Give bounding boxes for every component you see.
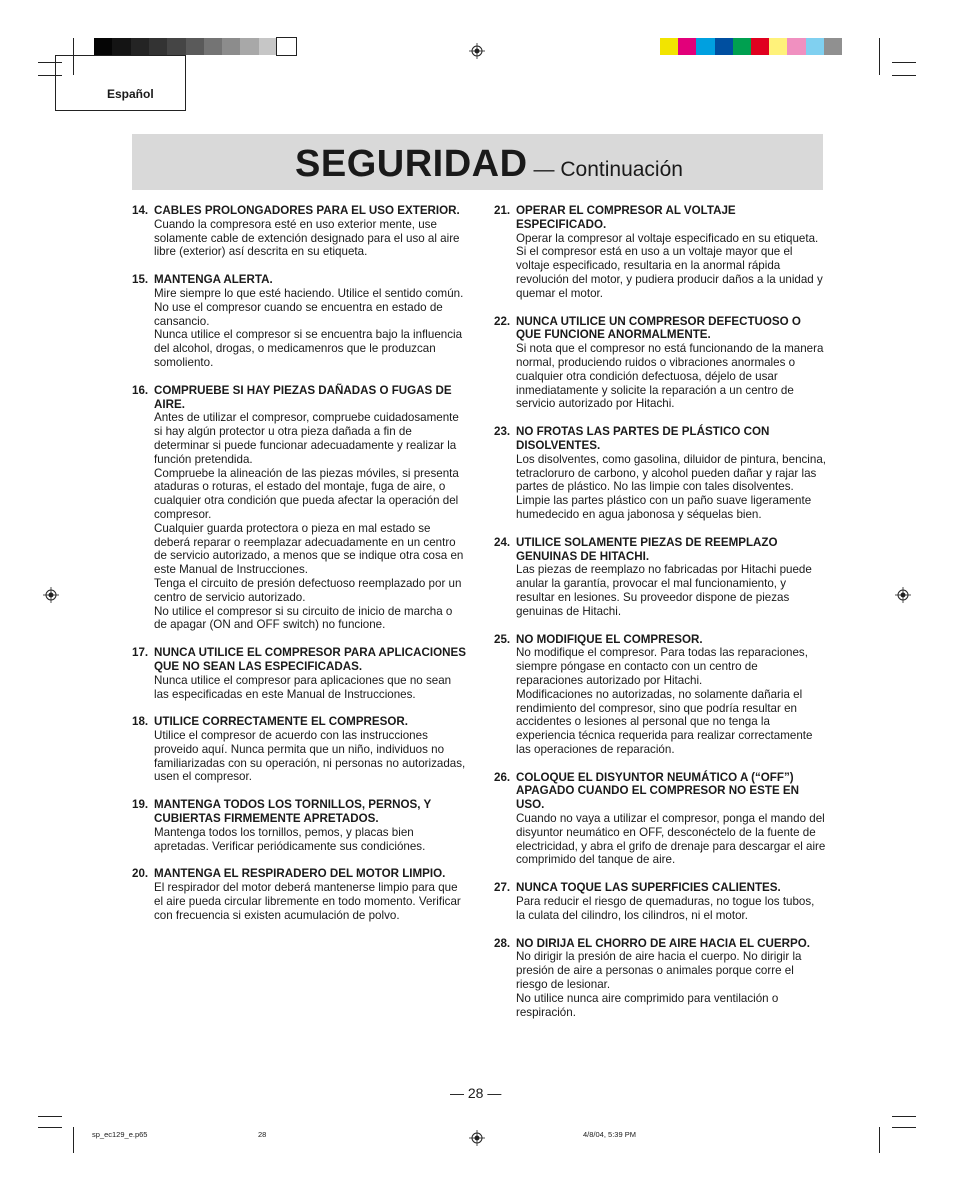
crop-mark <box>38 1127 62 1128</box>
item-number: 21. <box>494 204 511 217</box>
item-number: 24. <box>494 535 511 549</box>
item-number: 26. <box>494 770 511 784</box>
safety-item <box>132 798 467 853</box>
item-heading: MANTENGA ALERTA. <box>154 273 273 287</box>
item-paragraph: Mantenga todos los tornillos, pemos, y placas bien apretadas. Verificar periódicamente sus condiciónes. <box>154 825 426 853</box>
gray-swatch <box>259 38 278 55</box>
safety-item <box>494 881 826 922</box>
page-number: — 28 — <box>450 1085 502 1101</box>
item-heading: NO FROTAS LAS PARTES DE PLÁSTICO CON DISOLVENTES. <box>516 425 770 452</box>
color-swatch <box>696 38 715 55</box>
safety-item <box>132 384 467 632</box>
item-number: 23. <box>494 425 511 439</box>
safety-item <box>494 771 826 868</box>
gray-swatch <box>131 38 150 55</box>
safety-item <box>132 273 467 370</box>
color-swatch <box>678 38 697 55</box>
item-paragraph: No modifique el compresor. Para todas las reparaciones, siempre póngase en contacto con un centro de reparaciones autorizado por Hitachi. <box>516 646 808 687</box>
color-swatch <box>769 38 788 55</box>
gray-swatch <box>149 38 168 55</box>
crop-mark <box>879 38 880 75</box>
gray-swatch <box>240 38 259 55</box>
item-paragraph: Si el compresor está en uso a un voltaje mayor que el voltaje especificado, resultaria en la anormal rápida revolución del motor, y pudiera producir daños a la unidad y quemar el motor. <box>516 245 823 300</box>
safety-item <box>494 937 826 1020</box>
item-heading: NUNCA TOQUE LAS SUPERFICIES CALIENTES. <box>516 881 781 895</box>
gray-swatch <box>277 38 296 55</box>
item-paragraph: Cualquier guarda protectora o pieza en mal estado se deberá reparar o reemplazar adecuadamente en un centro de servicio autorizado, a menos que se indique otra cosa en este Manual de Instrucciones. <box>154 521 464 577</box>
item-paragraph: Para reducir el riesgo de quemaduras, no togue los tubos, la culata del cilindro, los cilindros, ni el motor. <box>516 895 815 922</box>
safety-item <box>132 867 467 922</box>
item-heading: COMPRUEBE SI HAY PIEZAS DAÑADAS O FUGAS DE AIRE. <box>154 383 452 411</box>
item-paragraph: Tenga el circuito de presión defectuoso reemplazado por un centro de servicio autorizado. <box>154 576 462 604</box>
color-swatch <box>824 38 843 55</box>
item-paragraph: Operar la compresor al voltaje especificado en su etiqueta. <box>516 231 819 245</box>
item-paragraph: El respirador del motor deberá mantenerse limpio para que el aire pueda circular libremente en todo momento. Verificar con frecuencia si existen acumulación de polvo. <box>154 881 461 922</box>
page-title <box>295 143 683 186</box>
title-banner <box>132 134 823 190</box>
item-paragraph: Antes de utilizar el compresor, compruebe cuidadosamente si hay algún protector u otra pieza dañada a fin de determinar si puede funcionar adecuadamente y realizar la función pretendida. <box>154 411 459 466</box>
item-paragraph: Nunca utilice el compresor si se encuentra bajo la influencia del alcohol, drogas, o medicamenros que le produzcan somoliento. <box>154 328 463 369</box>
color-swatch <box>733 38 752 55</box>
safety-item <box>494 633 826 757</box>
registration-mark-icon <box>469 1130 485 1146</box>
item-number: 20. <box>132 867 149 881</box>
item-paragraph: No dirigir la presión de aire hacia el cuerpo. No dirigir la presión de aire a personas o animales porque corre el riesgo de lesionar. <box>516 950 802 992</box>
item-number: 28. <box>494 936 511 950</box>
crop-mark <box>892 75 916 76</box>
item-paragraph: Las piezas de reemplazo no fabricadas por Hitachi puede anular la garantía, provocar el mal funcionamiento, y resultar en lesiones. Su proveedor dispone de piezas genuinas de Hitachi. <box>516 563 812 618</box>
item-heading: NO DIRIJA EL CHORRO DE AIRE HACIA EL CUERPO. <box>516 936 810 950</box>
item-paragraph: Utilice el compresor de acuerdo con las instrucciones proveido aquí. Nunca permita que un niño, individuos no familiarizadas con su operación, ni personas no autorizadas, usen el compresor. <box>154 729 466 784</box>
item-number: 16. <box>132 383 149 397</box>
safety-item <box>494 536 826 619</box>
item-heading: MANTENGA TODOS LOS TORNILLOS, PERNOS, Y CUBIERTAS FIRMEMENTE APRETADOS. <box>154 798 431 826</box>
item-heading: COLOQUE EL DISYUNTOR NEUMÁTICO A (“OFF”) APAGADO CUANDO EL COMPRESOR NO ESTE EN USO. <box>516 770 799 812</box>
color-swatch <box>751 38 770 55</box>
item-number: 18. <box>132 715 149 729</box>
crop-mark <box>879 1127 880 1153</box>
item-paragraph: Si nota que el compresor no está funcionando de la manera normal, produciendo ruidos o vibraciones anormales o cualquier otra condición defectuosa, déjelo de usar inmediatamente y solicite la reparación a un centro de servicio autorizado por Hitachi. <box>516 342 824 411</box>
left-column <box>132 204 467 937</box>
item-number: 15. <box>132 273 149 287</box>
item-paragraph: No utilice el compresor si su circuito de inicio de marcha o de apagar (ON and OFF switch) no funcione. <box>154 604 453 632</box>
item-heading: CABLES PROLONGADORES PARA EL USO EXTERIOR. <box>154 204 460 217</box>
gray-swatch <box>94 38 113 55</box>
item-paragraph: Compruebe la alineación de las piezas móviles, si presenta ataduras o roturas, el estado del montaje, fuga de aire, o cualquier otra condición que pueda afectar la operación del compresor. <box>154 466 459 521</box>
gray-swatch <box>186 38 205 55</box>
crop-mark <box>892 1127 916 1128</box>
item-paragraph: Los disolventes, como gasolina, diluidor de pintura, bencina, tetracloruro de carbono, y alcohol pueden dañar y rajar las partes de plástico. No las limpie con tales disolventes. Limpie las partes plástico con un paño suave ligeramente humedecido en agua jabonosa y séquelas bien. <box>516 452 827 521</box>
safety-item <box>132 204 467 259</box>
item-heading: NUNCA UTILICE UN COMPRESOR DEFECTUOSO O QUE FUNCIONE ANORMALMENTE. <box>516 314 801 342</box>
title-main: SEGURIDAD <box>295 143 528 185</box>
gray-swatch <box>204 38 223 55</box>
item-number: 25. <box>494 632 511 646</box>
color-swatch <box>715 38 734 55</box>
gray-swatch <box>167 38 186 55</box>
crop-mark <box>892 1116 916 1117</box>
right-column <box>494 204 826 1033</box>
safety-item <box>132 646 467 701</box>
registration-mark-icon <box>469 43 485 59</box>
item-number: 19. <box>132 798 149 812</box>
footer-file-name: sp_ec129_e.p65 <box>92 1130 148 1139</box>
item-number: 14. <box>132 204 149 217</box>
registration-mark-icon <box>895 587 911 603</box>
item-paragraph: No utilice nunca aire comprimido para ventilación o respiración. <box>516 991 779 1019</box>
footer-timestamp: 4/8/04, 5:39 PM <box>583 1130 636 1139</box>
safety-item <box>494 315 826 412</box>
crop-mark <box>892 62 916 63</box>
footer-file-page: 28 <box>258 1130 267 1139</box>
crop-mark <box>73 1127 74 1153</box>
item-paragraph: Cuando no vaya a utilizar el compresor, ponga el mando del disyuntor neumático en OFF, desconéctelo de la fuente de electricidad, y abra el grifo de drenaje para descargar el aire comprimido del tanque de aire. <box>516 812 826 867</box>
crop-mark <box>38 1116 62 1117</box>
safety-item <box>494 204 826 301</box>
item-heading: UTILICE CORRECTAMENTE EL COMPRESOR. <box>154 715 408 729</box>
item-heading: NUNCA UTILICE EL COMPRESOR PARA APLICACIONES QUE NO SEAN LAS ESPECIFICADAS. <box>154 646 466 673</box>
safety-item <box>132 715 467 784</box>
safety-item <box>494 425 826 522</box>
gray-swatch <box>112 38 131 55</box>
color-swatch <box>660 38 679 55</box>
item-paragraph: Modificaciones no autorizadas, no solamente dañaria el rendimiento del compresor, sino que podría resultar en accidentes o lesiones al personal que no tenga la experiencia técnica requerida para realizar correctamente las operaciones de reparación. <box>516 687 813 756</box>
item-heading: MANTENGA EL RESPIRADERO DEL MOTOR LIMPIO. <box>154 867 446 881</box>
title-subtitle: — Continuación <box>533 158 683 181</box>
color-swatch <box>787 38 806 55</box>
gray-swatch <box>222 38 241 55</box>
language-tab <box>55 55 186 111</box>
item-paragraph: Nunca utilice el compresor para aplicaciones que no sean las especificadas en este Manual de Instrucciones. <box>154 673 452 701</box>
item-heading: OPERAR EL COMPRESOR AL VOLTAJE ESPECIFICADO. <box>516 204 736 231</box>
item-number: 17. <box>132 646 149 660</box>
item-heading: NO MODIFIQUE EL COMPRESOR. <box>516 632 703 646</box>
item-number: 27. <box>494 881 511 895</box>
item-number: 22. <box>494 314 511 328</box>
language-label: Español <box>107 87 154 101</box>
item-paragraph: Mire siempre lo que esté haciendo. Utilice el sentido común. No use el compresor cuando se encuentra en estado de cansancio. <box>154 286 464 328</box>
registration-mark-icon <box>43 587 59 603</box>
item-heading: UTILICE SOLAMENTE PIEZAS DE REEMPLAZO GENUINAS DE HITACHI. <box>516 535 778 563</box>
color-swatch <box>806 38 825 55</box>
item-paragraph: Cuando la compresora esté en uso exterior mente, use solamente cable de extención designado para el uso al aire libre (exterior) así descrita en su etiqueta. <box>154 217 460 259</box>
